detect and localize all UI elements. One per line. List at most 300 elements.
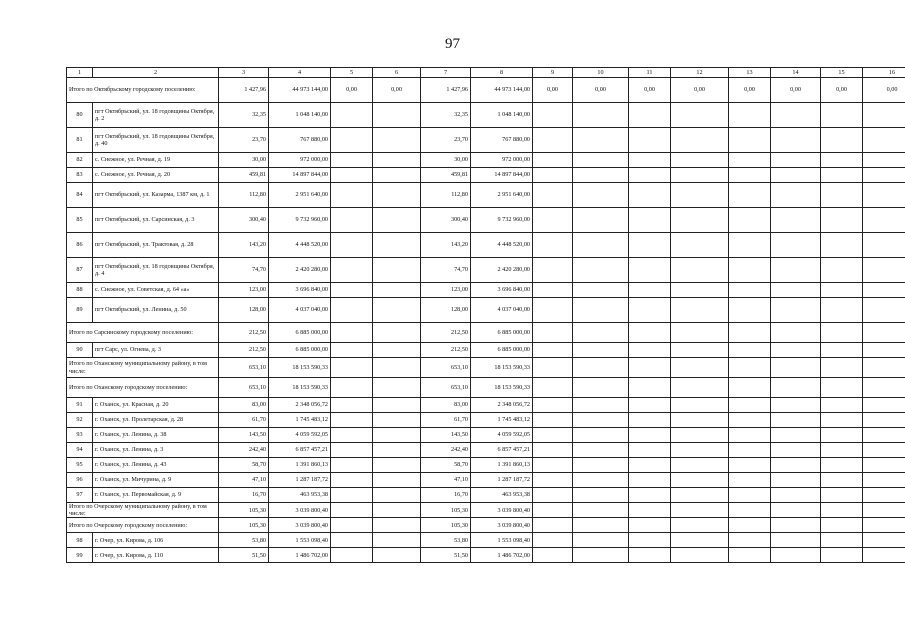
value-cell: 1 391 860,13 [269,458,331,473]
value-cell [373,168,421,183]
value-cell [533,428,573,443]
value-cell: 242,40 [421,443,471,458]
value-cell [671,103,729,128]
address-cell: г. Оханск, ул. Ленина, д. 3 [93,443,219,458]
column-number: 6 [373,68,421,78]
value-cell [729,428,771,443]
value-cell: 3 039 800,40 [471,503,533,518]
value-cell [671,183,729,208]
row-number: 97 [67,488,93,503]
row-number: 88 [67,283,93,298]
value-cell [821,183,863,208]
value-cell [629,378,671,398]
value-cell [821,398,863,413]
value-cell [821,533,863,548]
value-cell: 4 448 520,00 [269,233,331,258]
value-cell: 74,70 [219,258,269,283]
value-cell [373,128,421,153]
value-cell [629,458,671,473]
value-cell: 61,70 [219,413,269,428]
value-cell [771,323,821,343]
row-number: 82 [67,153,93,168]
value-cell [629,533,671,548]
value-cell [573,183,629,208]
value-cell: 30,00 [219,153,269,168]
row-number: 98 [67,533,93,548]
value-cell: 463 953,38 [269,488,331,503]
value-cell: 18 153 590,33 [471,378,533,398]
value-cell [671,413,729,428]
value-cell [533,533,573,548]
value-cell [771,298,821,323]
value-cell: 3 039 800,40 [269,518,331,533]
value-cell [771,443,821,458]
subtotal-label: Итого по Очерскому городскому поселению: [67,518,219,533]
value-cell: 2 420 280,00 [471,258,533,283]
value-cell [373,518,421,533]
value-cell: 51,50 [219,548,269,563]
value-cell [671,443,729,458]
value-cell [771,283,821,298]
value-cell [373,548,421,563]
value-cell [373,343,421,358]
table-row [67,413,905,428]
value-cell [671,358,729,378]
row-number: 95 [67,458,93,473]
address-cell: пгт Сарс, ул. Огнева, д. 3 [93,343,219,358]
value-cell [821,208,863,233]
value-cell [863,168,905,183]
value-cell [863,503,905,518]
address-cell: пгт Октябрьский, ул. 18 годовщины Октября, д. 40 [93,128,219,153]
column-number: 2 [93,68,219,78]
value-cell [729,103,771,128]
value-cell [671,233,729,258]
value-cell [729,503,771,518]
value-cell [331,283,373,298]
address-cell: г. Оханск, ул. Ленина, д. 43 [93,458,219,473]
value-cell [331,168,373,183]
value-cell [629,473,671,488]
value-cell [863,208,905,233]
value-cell [863,283,905,298]
value-cell [863,533,905,548]
value-cell [573,533,629,548]
value-cell [373,398,421,413]
value-cell [533,473,573,488]
value-cell [863,233,905,258]
value-cell [573,168,629,183]
address-cell: г. Оханск, ул. Пролетарская, д. 28 [93,413,219,428]
value-cell [863,183,905,208]
value-cell [863,128,905,153]
value-cell [331,398,373,413]
table-row [67,533,905,548]
address-cell: г. Оханск, ул. Ленина, д. 38 [93,428,219,443]
row-number: 94 [67,443,93,458]
value-cell: 58,70 [421,458,471,473]
value-cell: 51,50 [421,548,471,563]
row-number: 83 [67,168,93,183]
value-cell: 1 287 187,72 [269,473,331,488]
value-cell [629,413,671,428]
value-cell: 4 037 040,00 [269,298,331,323]
value-cell [573,233,629,258]
value-cell: 653,10 [219,358,269,378]
value-cell [573,103,629,128]
value-cell: 143,50 [421,428,471,443]
value-cell [373,458,421,473]
value-cell: 16,70 [421,488,471,503]
value-cell [331,208,373,233]
table-row [67,298,905,323]
value-cell [373,443,421,458]
subtotal-label: Итого по Сарсинскому городскому поселению: [67,323,219,343]
value-cell: 14 897 844,00 [471,168,533,183]
column-number-row [67,68,905,78]
value-cell [533,233,573,258]
value-cell [373,533,421,548]
value-cell [573,298,629,323]
value-cell [863,298,905,323]
row-number: 96 [67,473,93,488]
value-cell [373,428,421,443]
value-cell: 0,00 [821,78,863,103]
value-cell [533,103,573,128]
value-cell [671,378,729,398]
value-cell: 123,00 [219,283,269,298]
value-cell: 23,70 [219,128,269,153]
value-cell: 128,00 [219,298,269,323]
value-cell [821,443,863,458]
value-cell [729,398,771,413]
table-row [67,343,905,358]
value-cell [331,443,373,458]
table-row [67,428,905,443]
value-cell [629,323,671,343]
value-cell [629,128,671,153]
value-cell [729,358,771,378]
value-cell [821,428,863,443]
value-cell [331,103,373,128]
value-cell: 2 951 640,00 [471,183,533,208]
value-cell [573,323,629,343]
value-cell [729,323,771,343]
value-cell: 105,30 [421,518,471,533]
value-cell [573,343,629,358]
value-cell [573,518,629,533]
row-number: 86 [67,233,93,258]
value-cell [821,343,863,358]
table-row [67,168,905,183]
value-cell [629,548,671,563]
value-cell [771,533,821,548]
value-cell [729,413,771,428]
value-cell [629,343,671,358]
value-cell: 3 696 840,00 [269,283,331,298]
value-cell [729,458,771,473]
value-cell: 4 448 520,00 [471,233,533,258]
value-cell [629,283,671,298]
value-cell: 128,00 [421,298,471,323]
address-cell: г. Очер, ул. Кирова, д. 110 [93,548,219,563]
value-cell [373,283,421,298]
value-cell [671,548,729,563]
value-cell: 3 039 800,40 [269,503,331,518]
value-cell [573,488,629,503]
value-cell [671,398,729,413]
value-cell: 112,80 [219,183,269,208]
value-cell: 16,70 [219,488,269,503]
value-cell [573,473,629,488]
value-cell [863,443,905,458]
value-cell [331,128,373,153]
column-number: 7 [421,68,471,78]
address-cell: с. Снежное, ул. Речная, д. 20 [93,168,219,183]
value-cell: 6 885 000,00 [269,323,331,343]
value-cell: 459,81 [421,168,471,183]
value-cell: 242,40 [219,443,269,458]
value-cell [821,168,863,183]
value-cell: 2 951 640,00 [269,183,331,208]
value-cell [373,378,421,398]
value-cell [729,548,771,563]
value-cell: 0,00 [533,78,573,103]
value-cell [573,413,629,428]
row-number: 92 [67,413,93,428]
value-cell [671,168,729,183]
value-cell [331,503,373,518]
table-row [67,153,905,168]
value-cell: 653,10 [421,358,471,378]
value-cell [771,103,821,128]
column-number: 4 [269,68,331,78]
table-row [67,473,905,488]
value-cell [331,548,373,563]
value-cell: 212,50 [219,323,269,343]
table-row [67,443,905,458]
value-cell: 18 153 590,33 [269,378,331,398]
address-cell: г. Оханск, ул. Первомайская, д. 9 [93,488,219,503]
value-cell [533,488,573,503]
value-cell [671,128,729,153]
value-cell [771,398,821,413]
table-row [67,103,905,128]
row-number: 90 [67,343,93,358]
value-cell [533,153,573,168]
value-cell [729,168,771,183]
value-cell: 3 039 800,40 [471,518,533,533]
value-cell [771,413,821,428]
value-cell [821,258,863,283]
column-number: 16 [863,68,905,78]
value-cell [821,283,863,298]
value-cell [729,128,771,153]
value-cell: 74,70 [421,258,471,283]
row-number: 81 [67,128,93,153]
value-cell: 32,35 [219,103,269,128]
value-cell: 767 880,00 [269,128,331,153]
address-cell: пгт Октябрьский, ул. Казарма, 1387 км, д. 1 [93,183,219,208]
value-cell [771,488,821,503]
column-number: 13 [729,68,771,78]
value-cell: 32,35 [421,103,471,128]
value-cell [533,128,573,153]
value-cell [863,518,905,533]
subtotal-row [67,78,905,103]
value-cell: 300,40 [219,208,269,233]
value-cell [821,233,863,258]
value-cell [373,233,421,258]
value-cell [533,343,573,358]
value-cell [629,428,671,443]
value-cell [533,443,573,458]
value-cell [729,258,771,283]
table-row [67,488,905,503]
value-cell: 1 391 860,13 [471,458,533,473]
subtotal-label: Итого по Оханскому городскому поселению: [67,378,219,398]
value-cell [729,183,771,208]
value-cell: 0,00 [331,78,373,103]
value-cell [863,398,905,413]
address-cell: г. Очер, ул. Кирова, д. 106 [93,533,219,548]
value-cell: 44 973 144,00 [471,78,533,103]
value-cell [373,103,421,128]
value-cell [573,503,629,518]
address-cell: пгт Октябрьский, ул. Трактовая, д. 28 [93,233,219,258]
value-cell [863,473,905,488]
value-cell [671,283,729,298]
value-cell: 6 857 457,21 [269,443,331,458]
value-cell: 1 553 098,40 [471,533,533,548]
table-row [67,128,905,153]
value-cell: 1 486 702,00 [269,548,331,563]
value-cell [373,503,421,518]
value-cell: 61,70 [421,413,471,428]
value-cell [573,398,629,413]
value-cell [863,258,905,283]
value-cell [373,183,421,208]
value-cell [821,413,863,428]
value-cell: 2 348 056,72 [269,398,331,413]
value-cell [771,258,821,283]
value-cell [331,323,373,343]
value-cell [771,548,821,563]
value-cell [863,548,905,563]
value-cell [771,473,821,488]
value-cell: 972 000,00 [269,153,331,168]
address-cell: г. Оханск, ул. Мичурина, д. 9 [93,473,219,488]
value-cell [863,458,905,473]
value-cell [331,428,373,443]
value-cell [331,358,373,378]
value-cell: 972 000,00 [471,153,533,168]
value-cell [573,458,629,473]
column-number: 11 [629,68,671,78]
value-cell: 1 048 140,00 [471,103,533,128]
value-cell: 0,00 [373,78,421,103]
page-number: 97 [445,36,460,52]
value-cell [533,518,573,533]
value-cell: 653,10 [421,378,471,398]
value-cell: 4 059 592,05 [471,428,533,443]
value-cell [863,103,905,128]
table-row [67,208,905,233]
value-cell [671,258,729,283]
value-cell [729,533,771,548]
value-cell [629,503,671,518]
value-cell [671,428,729,443]
value-cell [573,443,629,458]
value-cell [573,378,629,398]
value-cell: 6 885 000,00 [471,343,533,358]
value-cell: 212,50 [219,343,269,358]
row-number: 80 [67,103,93,128]
value-cell [331,258,373,283]
value-cell [629,168,671,183]
value-cell [373,153,421,168]
value-cell [729,378,771,398]
value-cell: 105,30 [219,518,269,533]
subtotal-row [67,358,905,378]
value-cell [863,428,905,443]
value-cell [629,208,671,233]
column-number: 1 [67,68,93,78]
subtotal-row [67,323,905,343]
column-number: 10 [573,68,629,78]
value-cell: 0,00 [629,78,671,103]
value-cell [331,473,373,488]
value-cell [533,258,573,283]
value-cell [821,358,863,378]
value-cell [629,443,671,458]
value-cell [821,548,863,563]
value-cell [629,398,671,413]
value-cell [573,258,629,283]
subtotal-label: Итого по Октябрьскому городскому поселению: [67,78,219,103]
value-cell [573,548,629,563]
value-cell: 47,10 [421,473,471,488]
value-cell [331,378,373,398]
value-cell: 459,81 [219,168,269,183]
table-row [67,258,905,283]
value-cell [533,168,573,183]
subtotal-label: Итого по Оханскому муниципальному району, в том числе: [67,358,219,378]
value-cell [331,298,373,323]
subtotal-row [67,518,905,533]
value-cell [863,343,905,358]
address-cell: г. Оханск, ул. Красная, д. 20 [93,398,219,413]
value-cell [629,518,671,533]
value-cell: 44 973 144,00 [269,78,331,103]
register-table [66,67,905,563]
value-cell: 4 059 592,05 [269,428,331,443]
value-cell [373,358,421,378]
value-cell: 83,00 [219,398,269,413]
column-number: 14 [771,68,821,78]
value-cell [771,153,821,168]
value-cell [331,533,373,548]
value-cell [863,323,905,343]
subtotal-row [67,503,905,518]
value-cell: 9 732 960,00 [269,208,331,233]
value-cell: 300,40 [421,208,471,233]
value-cell [533,503,573,518]
column-number: 3 [219,68,269,78]
value-cell [729,153,771,168]
value-cell [573,358,629,378]
value-cell [863,378,905,398]
